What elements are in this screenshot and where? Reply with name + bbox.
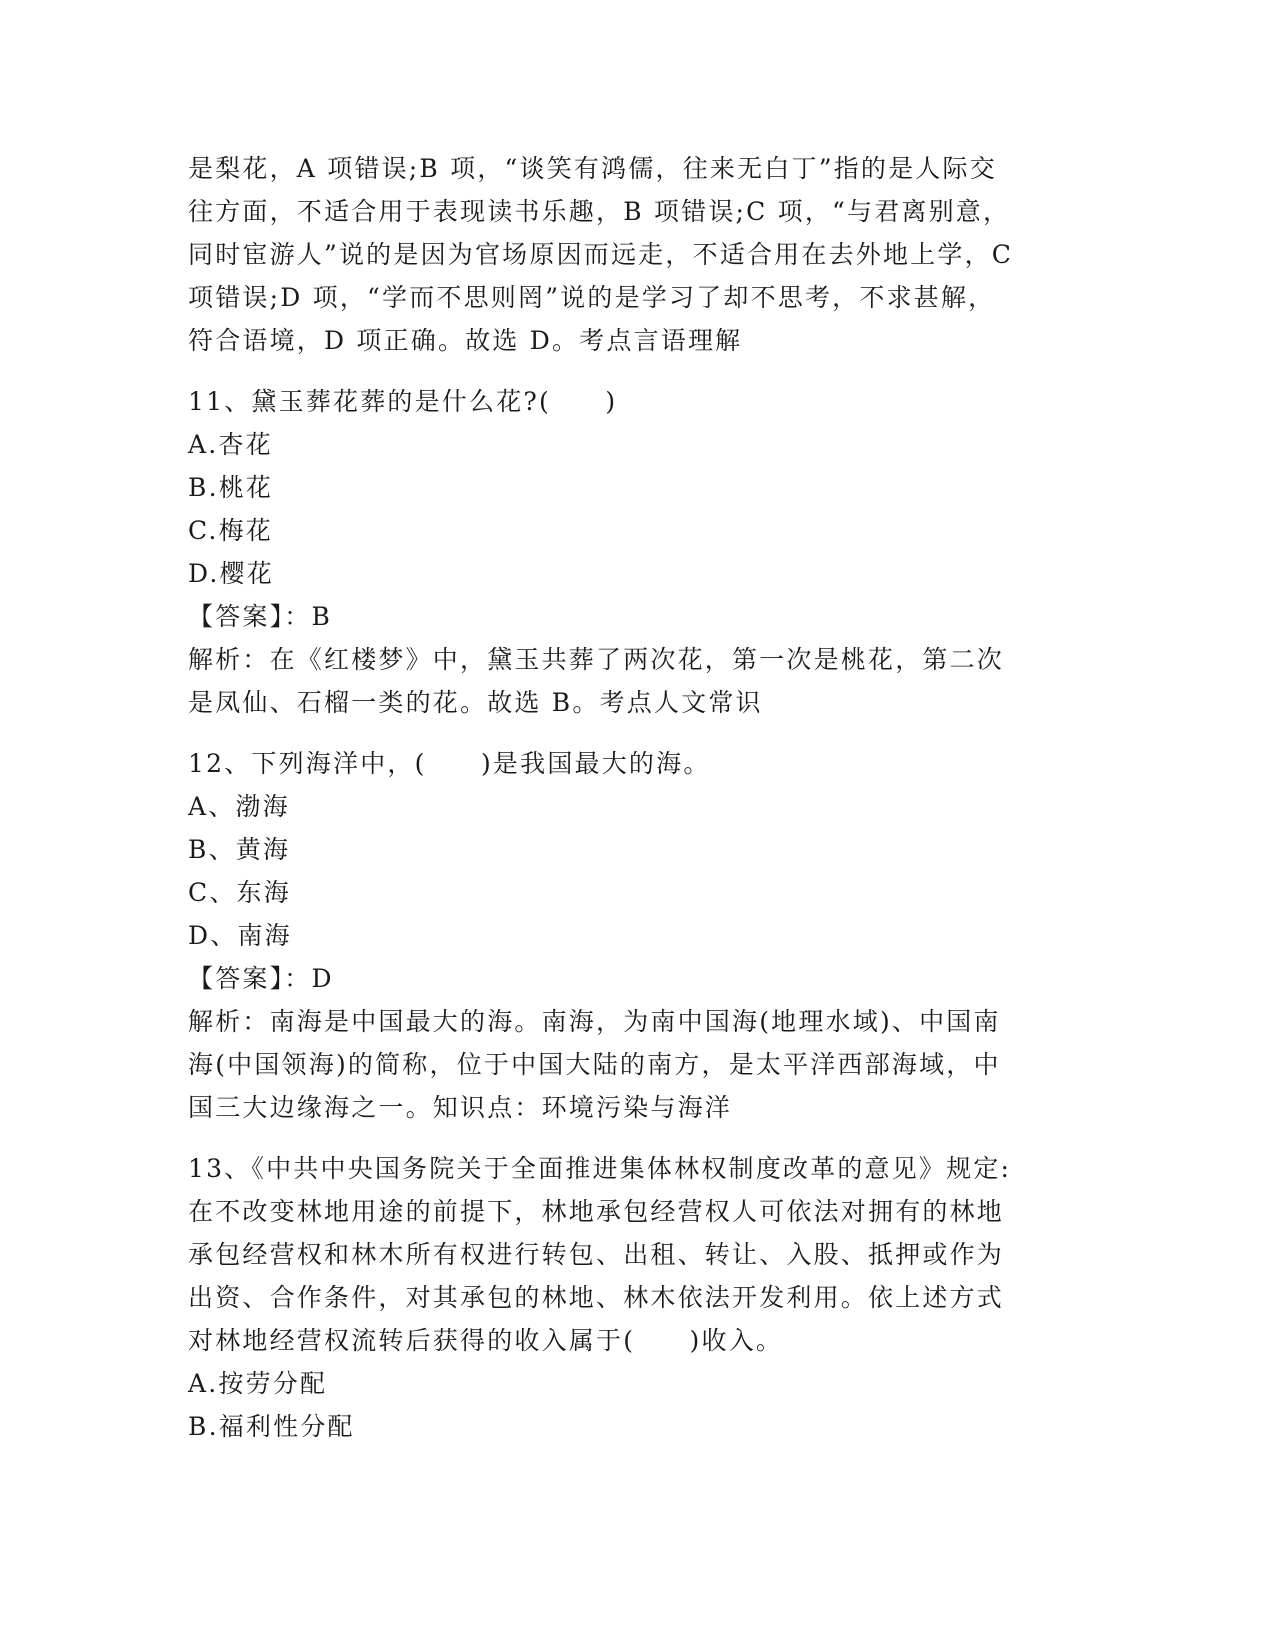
question-13 xyxy=(188,1147,1088,1448)
text-line: 是梨花，A 项错误;B 项，“谈笑有鸿儒，往来无白丁”指的是人际交 xyxy=(188,154,997,183)
option-d: D、南海 xyxy=(188,921,292,950)
explanation-line: 是凤仙、石榴一类的花。故选 B。考点人文常识 xyxy=(188,688,763,717)
question-stem: 出资、合作条件，对其承包的林地、林木依法开发利用。依上述方式 xyxy=(188,1283,1005,1312)
option-b: B.桃花 xyxy=(188,473,274,502)
option-d: D.樱花 xyxy=(188,559,274,588)
question-stem: 承包经营权和林木所有权进行转包、出租、转让、入股、抵押或作为 xyxy=(188,1240,1005,1269)
text-line: 往方面，不适合用于表现读书乐趣，B 项错误;C 项，“与君离别意， xyxy=(188,197,1011,226)
answer: 【答案】：B xyxy=(188,602,333,631)
question-stem: 12、下列海洋中，( )是我国最大的海。 xyxy=(188,749,711,778)
answer: 【答案】：D xyxy=(188,964,334,993)
option-c: C.梅花 xyxy=(188,516,273,545)
text-line: 同时宦游人”说的是因为官场原因而远走，不适合用在去外地上学，C xyxy=(188,240,1014,269)
explanation-line: 海(中国领海)的简称，位于中国大陆的南方，是太平洋西部海域，中 xyxy=(188,1050,1001,1079)
document-page xyxy=(188,147,1088,1448)
explanation-line: 解析：南海是中国最大的海。南海，为南中国海(地理水域)、中国南 xyxy=(188,1007,1001,1036)
question-stem: 13、《中共中央国务院关于全面推进集体林权制度改革的意见》规定: xyxy=(188,1154,1012,1183)
question-stem: 在不改变林地用途的前提下，林地承包经营权人可依法对拥有的林地 xyxy=(188,1197,1005,1226)
option-a: A.杏花 xyxy=(188,430,273,459)
question-11 xyxy=(188,380,1088,724)
option-c: C、东海 xyxy=(188,878,291,907)
question-stem: 对林地经营权流转后获得的收入属于( )收入。 xyxy=(188,1326,784,1355)
text-line: 符合语境，D 项正确。故选 D。考点言语理解 xyxy=(188,326,743,355)
text-line: 项错误;D 项，“学而不思则罔”说的是学习了却不思考，不求甚解， xyxy=(188,283,996,312)
explanation-line: 国三大边缘海之一。知识点：环境污染与海洋 xyxy=(188,1093,733,1122)
option-b: B、黄海 xyxy=(188,835,291,864)
question-12 xyxy=(188,742,1088,1129)
intro-explanation xyxy=(188,147,1088,362)
option-a: A.按劳分配 xyxy=(188,1369,328,1398)
option-a: A、渤海 xyxy=(188,792,290,821)
explanation-line: 解析：在《红楼梦》中，黛玉共葬了两次花，第一次是桃花，第二次 xyxy=(188,645,1005,674)
question-stem: 11、黛玉葬花葬的是什么花?( ) xyxy=(188,387,618,416)
option-b: B.福利性分配 xyxy=(188,1412,355,1441)
